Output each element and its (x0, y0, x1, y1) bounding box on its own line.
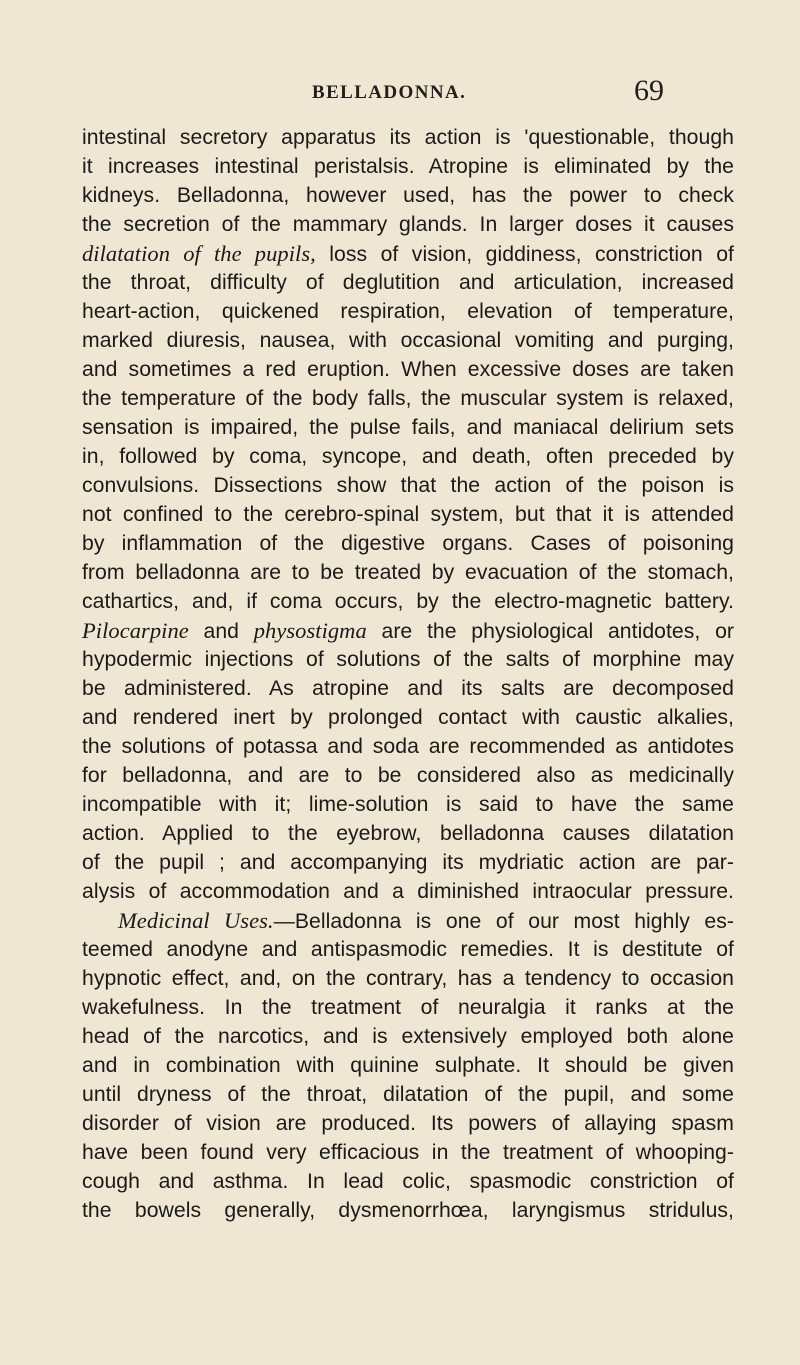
text-line (82, 1196, 734, 1225)
line-text: intestinal secretory apparatus its action is 'questionable, though (82, 126, 734, 149)
italic-term: physostigma (253, 618, 367, 643)
line-text: sensation is impaired, the pulse fails, and maniacal delirium sets (82, 416, 734, 439)
text-line (82, 558, 734, 587)
text-line (82, 645, 734, 674)
page-number: 69 (634, 74, 664, 107)
line-text: marked diuresis, nausea, with occasional vomiting and purging, (82, 329, 734, 352)
text-line (82, 355, 734, 384)
line-text: not confined to the cerebro-spinal system, but that it is attended (82, 503, 734, 526)
text-line (82, 1167, 734, 1196)
text-line (82, 181, 734, 210)
text-line (82, 1080, 734, 1109)
text-line (82, 674, 734, 703)
line-text: cathartics, and, if coma occurs, by the electro-magnetic battery. (82, 590, 734, 613)
line-text: loss of vision, giddiness, constriction of (315, 243, 734, 266)
text-line (82, 993, 734, 1022)
text-line (82, 268, 734, 297)
running-title: BELLADONNA. (312, 82, 467, 103)
text-line (82, 297, 734, 326)
line-text: cough and asthma. In lead colic, spasmodic constriction of (82, 1170, 734, 1193)
text-line (82, 964, 734, 993)
text-line (82, 1022, 734, 1051)
line-text: by inflammation of the digestive organs. Cases of poisoning (82, 532, 734, 555)
line-text: head of the narcotics, and is extensively employed both alone (82, 1025, 734, 1048)
line-text: heart-action, quickened respiration, elevation of temperature, (82, 300, 734, 323)
line-text: for belladonna, and are to be considered also as medicinally (82, 764, 734, 787)
text-line (82, 500, 734, 529)
line-text: are the physiological antidotes, or (366, 620, 735, 643)
text-line (82, 848, 734, 877)
text-line (82, 790, 734, 819)
line-text: disorder of vision are produced. Its powers of allaying spasm (82, 1112, 734, 1135)
text-line (82, 1109, 734, 1138)
italic-term: Pilocarpine (82, 618, 189, 643)
line-text: incompatible with it; lime-solution is said to have the same (82, 793, 734, 816)
text-line (82, 529, 734, 558)
text-line (82, 1051, 734, 1080)
line-text: from belladonna are to be treated by evacuation of the stomach, (82, 561, 734, 584)
line-text: the throat, difficulty of deglutition and articulation, increased (82, 271, 734, 294)
text-line (82, 906, 734, 935)
line-text: convulsions. Dissections show that the action of the poison is (82, 474, 734, 497)
line-text: and rendered inert by prolonged contact with caustic alkalies, (82, 706, 734, 729)
text-line (82, 1138, 734, 1167)
line-text: and in combination with quinine sulphate. It should be given (82, 1054, 734, 1077)
line-text: in, followed by coma, syncope, and death, often preceded by (82, 445, 734, 468)
line-text: the bowels generally, dysmenorrhœa, laryngismus stridulus, (82, 1199, 734, 1222)
text-line (82, 587, 734, 616)
line-text: teemed anodyne and antispasmodic remedies. It is destitute of (82, 938, 734, 961)
text-line (82, 239, 734, 268)
line-text: hypnotic effect, and, on the contrary, has a tendency to occasion (82, 967, 734, 990)
line-text: action. Applied to the eyebrow, belladonna causes dilatation (82, 822, 734, 845)
line-text: the solutions of potassa and soda are recommended as antidotes (82, 735, 734, 758)
line-text: —Belladonna is one of our most highly es- (273, 910, 735, 933)
text-line (82, 152, 734, 181)
line-text: kidneys. Belladonna, however used, has the power to check (82, 184, 734, 207)
line-text: hypodermic injections of solutions of the salts of morphine may (82, 648, 734, 671)
running-head (0, 76, 800, 112)
line-text: and sometimes a red eruption. When excessive doses are taken (82, 358, 734, 381)
line-text: the temperature of the body falls, the muscular system is relaxed, (82, 387, 734, 410)
line-text: and (188, 620, 254, 643)
body-text (82, 123, 734, 1225)
line-text: until dryness of the throat, dilatation of the pupil, and some (82, 1083, 734, 1106)
text-line (82, 471, 734, 500)
text-line (82, 616, 734, 645)
text-line (82, 123, 734, 152)
line-text: the secretion of the mammary glands. In larger doses it causes (82, 213, 734, 236)
text-line (82, 819, 734, 848)
line-text: of the pupil ; and accompanying its mydriatic action are par- (82, 851, 734, 874)
text-line (82, 761, 734, 790)
text-line (82, 935, 734, 964)
text-line (82, 326, 734, 355)
line-text: wakefulness. In the treatment of neuralgia it ranks at the (82, 996, 734, 1019)
line-text: alysis of accommodation and a diminished intraocular pressure. (82, 880, 734, 903)
text-line (82, 732, 734, 761)
line-text: be administered. As atropine and its salts are decomposed (82, 677, 734, 700)
text-line (82, 442, 734, 471)
italic-term: Medicinal Uses. (118, 908, 274, 933)
text-line (82, 210, 734, 239)
line-text: have been found very efficacious in the treatment of whooping- (82, 1141, 734, 1164)
line-text: it increases intestinal peristalsis. Atropine is eliminated by the (82, 155, 734, 178)
text-line (82, 413, 734, 442)
text-line (82, 703, 734, 732)
text-line (82, 877, 734, 906)
italic-term: dilatation of the pupils, (82, 241, 316, 266)
text-line (82, 384, 734, 413)
